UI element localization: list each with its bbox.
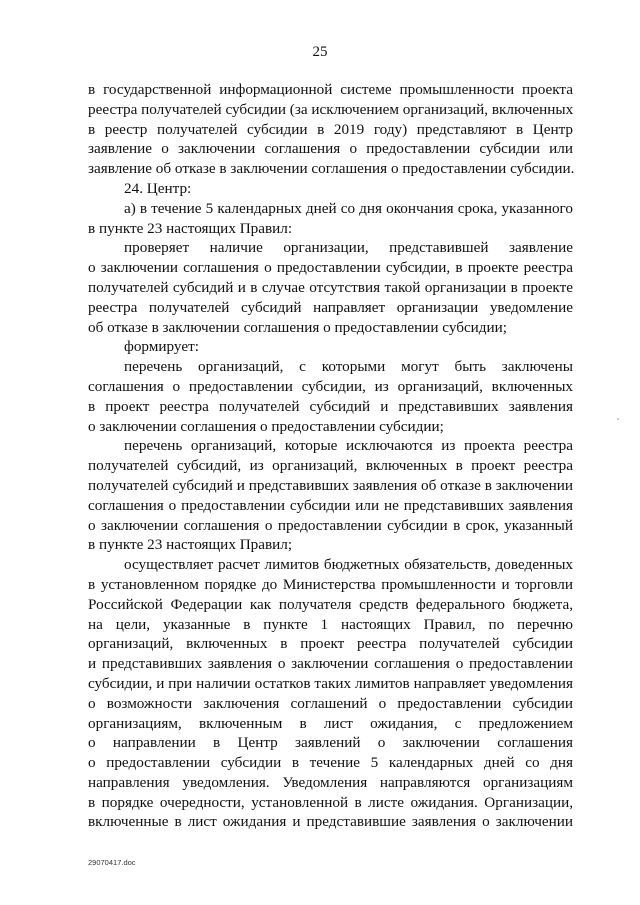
text-line: перечень организаций, которые исключаются из проекта реестра [124,437,573,455]
text-line: получателей субсидий, из организаций, включенных в проект реестра [88,457,573,475]
text-line: в проект реестра получателей субсидий и представивших заявления [88,397,573,415]
scan-speck [617,418,619,420]
text-line: организациям, включенным в лист ожидания, с предложением [88,714,573,732]
text-line: организаций, включенных в проект реестра получателей субсидии [88,635,573,653]
text-line: формирует: [124,338,199,356]
text-line: соглашения о предоставлении субсидии или не представивших заявления [88,496,573,514]
text-line: о предоставлении субсидии в течение 5 календарных дней со дня [88,754,573,772]
text-line: в реестр получателей субсидии в 2019 году) представляют в Центр [88,120,573,138]
document-footer: 29070417.doc [88,858,136,867]
document-body [88,80,573,832]
text-line: осуществляет расчет лимитов бюджетных обязательств, доведенных [124,556,573,574]
text-line: субсидии, и при наличии остатков таких лимитов направляет уведомления [88,674,573,692]
text-line: направления уведомления. Уведомления направляются организациям [88,773,573,791]
text-line: в пункте 23 настоящих Правил: [88,219,293,237]
text-line: реестра получателей субсидии (за исключением организаций, включенных [88,100,574,118]
text-line: о возможности заключения соглашений о предоставлении субсидии [88,694,573,712]
text-line: в порядке очередности, установленной в листе ожидания. Организации, [88,793,573,811]
text-line: заявление об отказе в заключении соглашения о предоставлении субсидии. [88,160,575,178]
text-line: 24. Центр: [124,179,192,197]
text-line: о заключении соглашения о предоставлении субсидии в срок, указанный [88,516,573,534]
text-line: о заключении соглашения о предоставлении субсидии, в проекте реестра [88,259,573,277]
text-line: в пункте 23 настоящих Правил; [88,536,293,554]
page-number: 25 [312,44,328,60]
text-line: в установленном порядке до Министерства промышленности и торговли [88,575,573,593]
text-line: о заключении соглашения о предоставлении субсидии; [88,417,444,435]
text-line: а) в течение 5 календарных дней со дня окончания срока, указанного [124,199,573,217]
text-line: проверяет наличие организации, представившей заявление [124,239,573,257]
text-line: соглашения о предоставлении субсидии, из организаций, включенных [88,377,573,395]
text-line: и представивших заявления о заключении соглашения о предоставлении [88,655,573,673]
text-line: реестра получателей субсидий направляет организации уведомление [88,298,573,316]
text-line: включенные в лист ожидания и представившие заявления о заключении [88,813,573,831]
text-line: об отказе в заключении соглашения о предоставлении субсидии; [88,318,508,336]
text-line: на цели, указанные в пункте 1 настоящих Правил, по перечню [88,615,573,633]
text-line: перечень организаций, с которыми могут быть заключены [124,358,573,376]
text-line: заявление о заключении соглашения о предоставлении субсидии или [88,140,573,158]
text-line: Российской Федерации как получателя средств федерального бюджета, [88,595,573,613]
text-line: получателей субсидий и в случае отсутствия такой организации в проекте [88,278,573,296]
text-line: о направлении в Центр заявлений о заключении соглашения [88,734,573,752]
text-line: получателей субсидий и представивших заявления об отказе в заключении [88,476,573,494]
text-line: в государственной информационной системе промышленности проекта [88,81,573,98]
